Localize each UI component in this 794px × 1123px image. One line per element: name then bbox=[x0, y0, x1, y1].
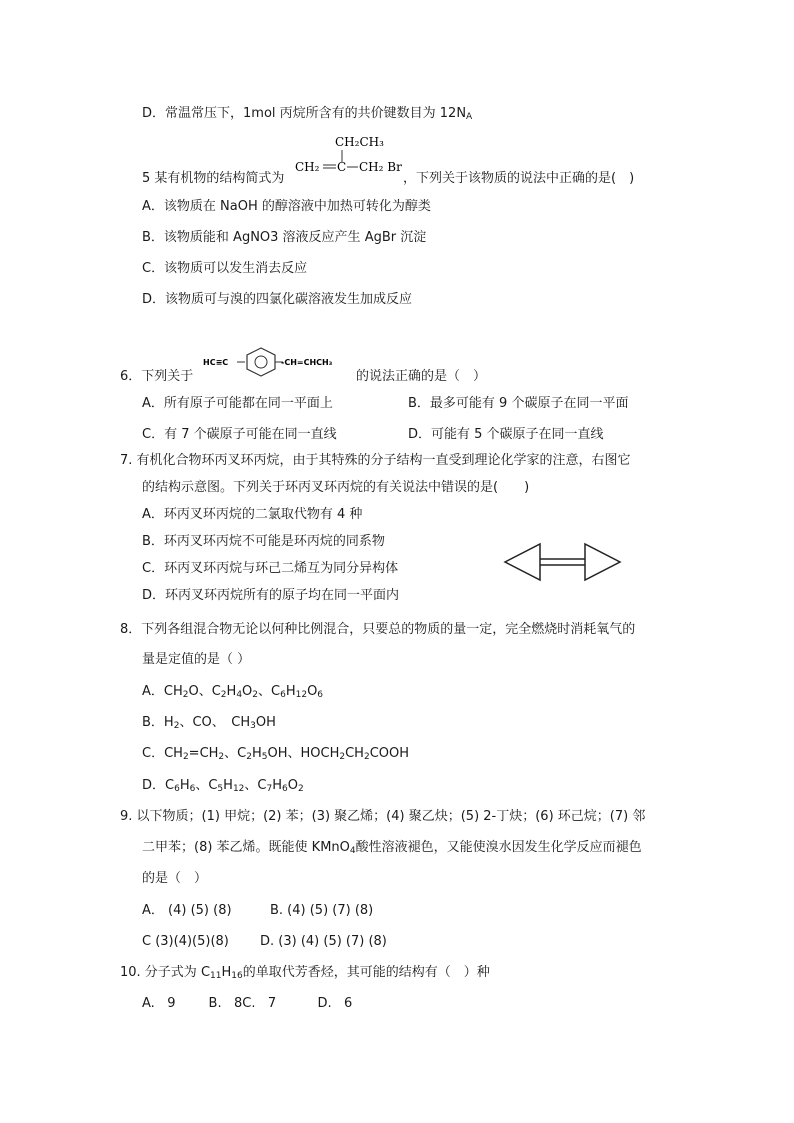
q5-struct-left: CH₂ bbox=[295, 160, 320, 174]
q6-struct-right: -CH=CHCH₃ bbox=[281, 358, 333, 367]
q9-stem-line3: 的是（ ） bbox=[142, 871, 208, 886]
q9-stem-line2: 二甲苯；(8) 苯乙烯。既能使 KMnO$_4$酸性溶液褪色，又能使溴水因发生化学反应而褪色 bbox=[142, 840, 642, 856]
q7-stem-line1: 7. 有机化合物环丙叉环丙烷，由于其特殊的分子结构一直受到理论化学家的注意，右图它 bbox=[120, 453, 631, 468]
q5-stem: 5 某有机物的结构简式为 bbox=[142, 171, 285, 186]
q5-option-b: B．该物质能和 AgNO3 溶液反应产生 AgBr 沉淀 bbox=[142, 230, 427, 245]
q7-option-c: C．环丙叉环丙烷与环己二烯互为同分异构体 bbox=[142, 561, 399, 576]
q10-options: A. 9 B. 8C. 7 D. 6 bbox=[142, 996, 353, 1011]
q8-option-d: D．$C_6H_6$、$C_5H_{12}$、$C_7H_6O_2$ bbox=[142, 778, 304, 794]
q7-option-a: A．环丙叉环丙烷的二氯取代物有 4 种 bbox=[142, 507, 363, 522]
q5-struct-top: CH₂CH₃ bbox=[335, 135, 384, 149]
q6-option-a: A．所有原子可能都在同一平面上 bbox=[142, 396, 333, 411]
q5-struct-right: CH₂ Br bbox=[359, 160, 402, 174]
q5-struct-mid: C bbox=[337, 160, 347, 174]
q5-structural-formula bbox=[295, 132, 405, 182]
q6-struct-left: HC≡C bbox=[203, 358, 229, 367]
q8-stem-line2: 量是定值的是（ ） bbox=[142, 652, 251, 667]
q6-structural-formula bbox=[203, 345, 353, 379]
q6-option-d: D．可能有 5 个碳原子在同一直线 bbox=[408, 427, 604, 442]
q9-stem-line1: 9. 以下物质；(1) 甲烷；(2) 苯；(3) 聚乙烯；(4) 聚乙炔；(5) 2-丁炔；(6) 环己烷；(7) 邻 bbox=[120, 809, 646, 824]
q4-option-d: D．常温常压下，1mol 丙烷所含有的共价键数目为 $12N_A$ bbox=[142, 106, 473, 122]
q7-option-d: D．环丙叉环丙烷所有的原子均在同一平面内 bbox=[142, 588, 400, 603]
q5-stem-tail: ，下列关于该物质的说法中正确的是( ) bbox=[403, 171, 635, 186]
q9-option-c: C (3)(4)(5)(8) bbox=[142, 934, 229, 949]
cyclopropylidenecyclopropane-diagram bbox=[500, 540, 625, 585]
q6-stem-tail: 的说法正确的是（ ） bbox=[356, 369, 487, 384]
q8-option-c: C．$CH_2=CH_2$、$C_2H_5OH$、$HOCH_2CH_2COOH$ bbox=[142, 746, 410, 762]
q6-option-b: B．最多可能有 9 个碳原子在同一平面 bbox=[408, 396, 629, 411]
q6-stem: 6．下列关于 bbox=[120, 369, 194, 384]
q7-stem-line2: 的结构示意图。下列关于环丙叉环丙烷的有关说法中错误的是( ) bbox=[142, 480, 530, 495]
q6-option-c: C．有 7 个碳原子可能在同一直线 bbox=[142, 427, 337, 442]
q5-option-a: A．该物质在 NaOH 的醇溶液中加热可转化为醇类 bbox=[142, 199, 431, 214]
q9-option-b: B. (4) (5) (7) (8) bbox=[270, 903, 374, 918]
q9-option-d: D. (3) (4) (5) (7) (8) bbox=[260, 934, 387, 949]
q9-option-a: A． (4) (5) (8) bbox=[142, 903, 232, 918]
q8-stem-line1: 8．下列各组混合物无论以何种比例混合，只要总的物质的量一定，完全燃烧时消耗氧气的 bbox=[120, 622, 636, 637]
q7-option-b: B．环丙叉环丙烷不可能是环丙烷的同系物 bbox=[142, 534, 385, 549]
q5-option-c: C．该物质可以发生消去反应 bbox=[142, 261, 308, 276]
q8-option-a: A．$CH_2O$、$C_2H_4O_2$、$C_6H_{12}O_6$ bbox=[142, 684, 324, 700]
q5-option-d: D．该物质可与溴的四氯化碳溶液发生加成反应 bbox=[142, 292, 413, 307]
q10-stem: 10. 分子式为 $C_{11}H_{16}$的单取代芳香烃，其可能的结构有（ ）种 bbox=[120, 965, 490, 981]
q8-option-b: B．$H_2$、CO、 $CH_3OH$ bbox=[142, 715, 276, 731]
